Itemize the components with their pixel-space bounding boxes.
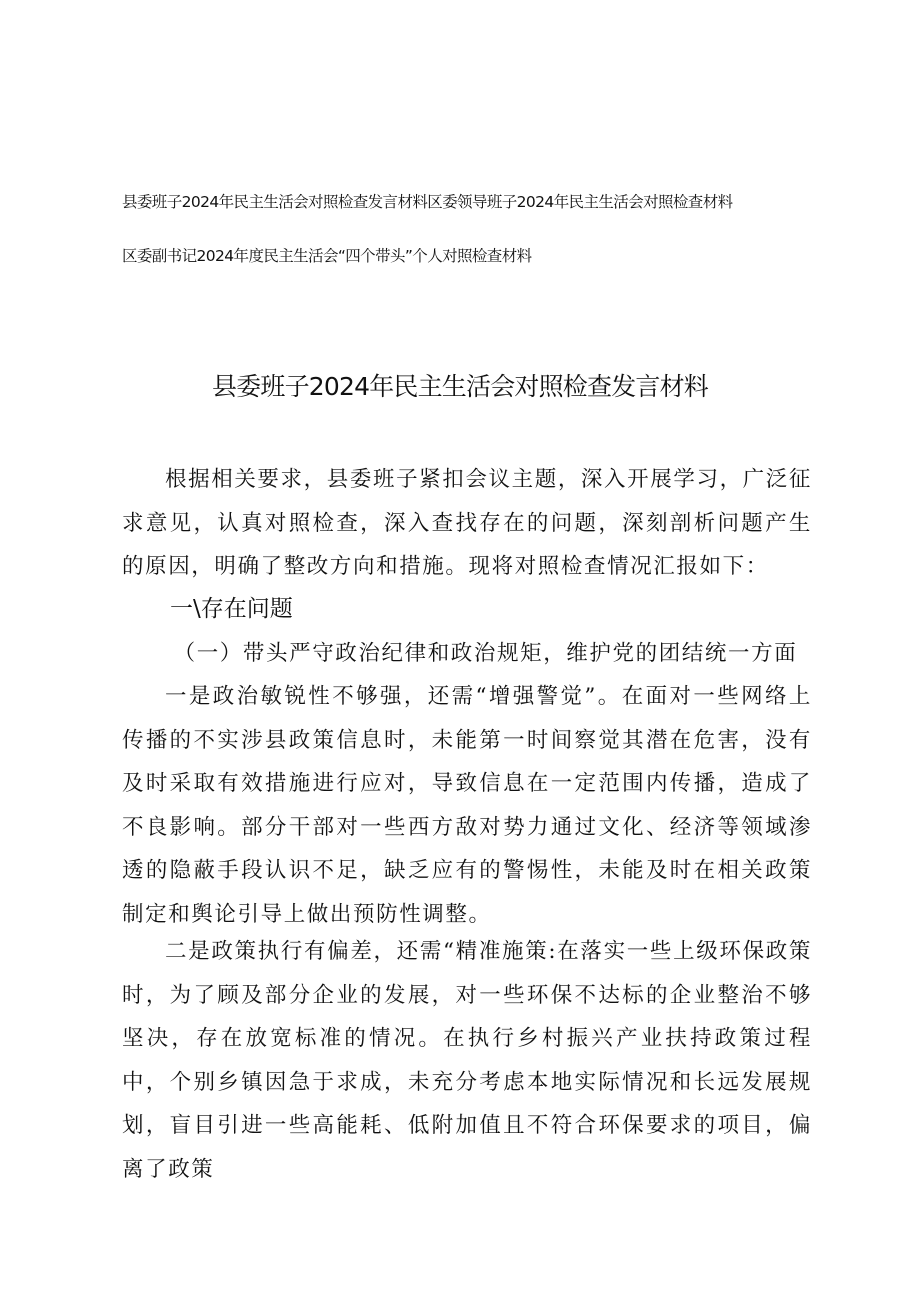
point-1-paragraph: 一是政治敏锐性不够强，还需“增强警觉”。在面对一些网络上传播的不实涉县政策信息时，未能第一时间察觉其潜在危害，没有及时采取有效措施进行应对，导致信息在一定范围内传播，造成了不良影响。部分干部对一些西方敌对势力通过文化、经济等领域渗透的隐蔽手段认识不足，缺乏应有的警惕性，未能及时在相关政策制定和舆论引导上做出预防性调整。 xyxy=(122,684,812,927)
toc-line-1: 县委班子2024年民主生活会对照检查发言材料区委领导班子2024年民主生活会对照检查材料 xyxy=(122,193,733,211)
intro-paragraph: 根据相关要求，县委班子紧扣会议主题，深入开展学习，广泛征求意见，认真对照检查，深入查找存在的问题，深刻剖析问题产生的原因，明确了整改方向和措施。现将对照检查情况汇报如下： xyxy=(122,467,812,580)
toc-line-2: 区委副书记2024年度民主生活会“四个带头”个人对照检查材料 xyxy=(122,247,532,265)
point-2-paragraph: 二是政策执行有偏差，还需“精准施策:在落实一些上级环保政策时，为了顾及部分企业的发展，对一些环保不达标的企业整治不够坚决，存在放宽标准的情况。在执行乡村振兴产业扶持政策过程中，个别乡镇因急于求成，未充分考虑本地实际情况和长远发展规划，盲目引进一些高能耗、低附加值且不符合环保要求的项目，偏离了政策 xyxy=(122,939,812,1182)
section-heading-problems: 一\存在问题 xyxy=(170,596,293,622)
subsection-heading: （一）带头严守政治纪律和政治规矩，维护党的团结统一方面 xyxy=(173,641,798,666)
document-title: 县委班子2024年民主生活会对照检查发言材料 xyxy=(211,372,709,401)
